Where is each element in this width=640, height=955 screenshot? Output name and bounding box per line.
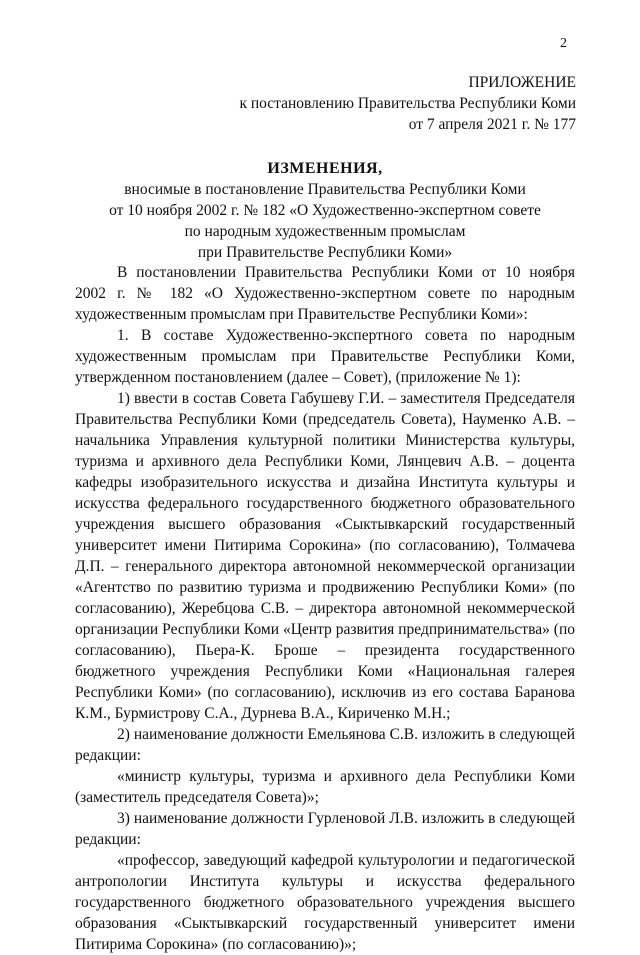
- body-paragraph-quote-2: «профессор, заведующий кафедрой культурологии и педагогической антропологии Института культуры и искусства федерального государственного бюджетного образовательного учреждения высшего образования «Сыктывкарский государственный университет имени Питирима Сорокина» (по согласованию)»;: [75, 852, 575, 953]
- body-paragraph-intro: В постановлении Правительства Республики Коми от 10 ноября 2002 г. № 182 «О Художественно-экспертном совете по народным художественным промыслам при Правительстве Республики Коми»:: [75, 264, 575, 323]
- body-paragraph-subitem-2: 2) наименование должности Емельянова С.В. изложить в следующей редакции:: [75, 726, 575, 764]
- title-subtitle-line-2: от 10 ноября 2002 г. № 182 «О Художественно-экспертном совете: [109, 202, 541, 219]
- document-body: [75, 262, 575, 955]
- appendix-reference: к постановлению Правительства Республики Коми: [239, 95, 576, 112]
- document-title: ИЗМЕНЕНИЯ,: [267, 160, 383, 177]
- document-title-block: [75, 158, 575, 263]
- title-subtitle-line-3: по народным художественным промыслам: [184, 223, 466, 240]
- body-paragraph-item-1: 1. В составе Художественно-экспертного совета по народным художественным промыслам при Правительстве Республики Коми, утвержденном постановлением (далее – Совет), (приложение № 1):: [75, 327, 575, 386]
- page-number: 2: [560, 36, 567, 51]
- title-subtitle-line-1: вносимые в постановление Правительства Республики Коми: [124, 181, 526, 198]
- body-paragraph-quote-1: «министр культуры, туризма и архивного дела Республики Коми (заместитель председателя Совета)»;: [75, 768, 575, 806]
- appendix-header: [239, 72, 576, 135]
- appendix-title: ПРИЛОЖЕНИЕ: [468, 74, 576, 91]
- body-paragraph-subitem-3: 3) наименование должности Гурленовой Л.В. изложить в следующей редакции:: [75, 810, 575, 848]
- title-subtitle-line-4: при Правительстве Республики Коми»: [197, 244, 453, 261]
- body-paragraph-subitem-1: 1) ввести в состав Совета Габушеву Г.И. – заместителя Председателя Правительства Республики Коми (председатель Совета), Науменко А.В. – начальника Управления культурной политики Министерства культуры, туризма и архивного дела Республики Коми, Лянцевич А.В. – доцента кафедры изобразительного искусства и дизайна Института культуры и искусства федерального государственного бюджетного образовательного учреждения высшего образования «Сыктывкарский государственный университет имени Питирима Сорокина» (по согласованию), Толмачева Д.П. – генерального директора автономной некоммерческой организации «Агентство по развитию туризма и продвижению Республики Коми» (по согласованию), Жеребцова С.В. – директора автономной некоммерческой организации Республики Коми «Центр развития предпринимательства» (по согласованию), Пьера-К. Броше – президента государственного бюджетного учреждения Республики Коми «Национальная галерея Республики Коми» (по согласованию), исключив из его состава Баранова К.М., Бурмистрову С.А., Дурнева В.А., Кириченко М.Н.;: [75, 390, 575, 722]
- appendix-date-number: от 7 апреля 2021 г. № 177: [408, 116, 576, 133]
